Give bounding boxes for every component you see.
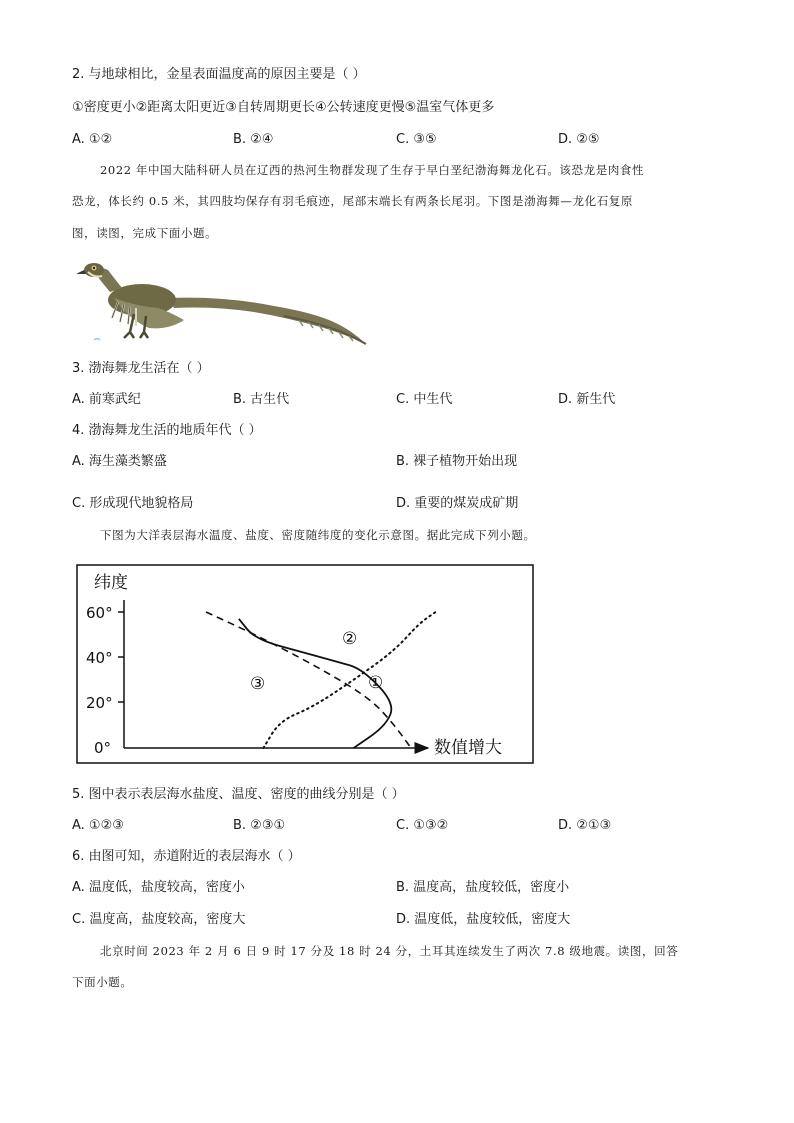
q2-option-a: A. ①②: [72, 132, 113, 147]
q4-option-c: C. 形成现代地貌格局: [72, 496, 194, 511]
y-axis-label: 纬度: [94, 573, 128, 593]
latitude-chart: [76, 564, 534, 764]
q5-option-b: B. ②③①: [233, 818, 286, 833]
passage1-line1: 2022 年中国大陆科研人员在辽西的热河生物群发现了生存于早白垩纪渤海舞龙化石。该恐龙是肉食性: [100, 163, 645, 177]
q3-option-b: B. 古生代: [233, 392, 290, 407]
q3-option-d: D. 新生代: [558, 392, 616, 407]
q2-option-d: D. ②⑤: [558, 132, 600, 147]
q4-option-a: A. 海生藻类繁盛: [72, 454, 167, 469]
curve-label-2: ②: [342, 629, 358, 649]
chart-frame: [77, 565, 533, 763]
q2-option-b: B. ②④: [233, 132, 274, 147]
q2-option-c: C. ③⑤: [396, 132, 437, 147]
q5-option-c: C. ①③②: [396, 818, 449, 833]
q2-stem: 2. 与地球相比，金星表面温度高的原因主要是（ ）: [72, 67, 366, 82]
q4-option-d: D. 重要的煤炭成矿期: [396, 496, 519, 511]
passage3-line2: 下面小题。: [72, 975, 133, 989]
passage1-line2: 恐龙，体长约 0.5 米，其四肢均保存有羽毛痕迹，尾部末端长有两条长尾羽。下图是渤海舞—龙化石复原: [72, 194, 633, 208]
q5-option-d: D. ②①③: [558, 818, 612, 833]
q5-stem: 5. 图中表示表层海水盐度、温度、密度的曲线分别是（ ）: [72, 787, 405, 802]
q6-option-a: A. 温度低，盐度较高，密度小: [72, 880, 245, 895]
latitude-chart-svg: [76, 564, 534, 764]
tick-label-20: 20°: [86, 694, 113, 712]
passage1-line3: 图，读图，完成下面小题。: [72, 226, 218, 240]
q4-option-b: B. 裸子植物开始出现: [396, 454, 518, 469]
tick-label-60: 60°: [86, 604, 113, 622]
q3-stem: 3. 渤海舞龙生活在（ ）: [72, 361, 210, 376]
q5-option-a: A. ①②③: [72, 818, 124, 833]
q4-stem: 4. 渤海舞龙生活的地质年代（ ）: [72, 423, 262, 438]
q6-option-c: C. 温度高，盐度较高，密度大: [72, 912, 246, 927]
dinosaur-illustration: [74, 258, 370, 350]
x-axis-label: 数值增大: [434, 738, 502, 758]
curve-label-3: ③: [250, 674, 266, 694]
q6-stem: 6. 由图可知，赤道附近的表层海水（ ）: [72, 849, 301, 864]
passage2-text: 下图为大洋表层海水温度、盐度、密度随纬度的变化示意图。据此完成下列小题。: [100, 528, 536, 542]
curve-label-1: ①: [368, 673, 384, 693]
q6-option-b: B. 温度高，盐度较低，密度小: [396, 880, 570, 895]
tick-label-0: 0°: [94, 739, 112, 757]
tick-label-40: 40°: [86, 649, 113, 667]
passage3-line1: 北京时间 2023 年 2 月 6 日 9 时 17 分及 18 时 24 分，土耳其连续发生了两次 7.8 级地震。读图，回答: [100, 944, 679, 958]
q6-option-d: D. 温度低，盐度较低，密度大: [396, 912, 571, 927]
q2-factors: ①密度更小②距离太阳更近③自转周期更长④公转速度更慢⑤温室气体更多: [72, 100, 495, 115]
q3-option-c: C. 中生代: [396, 392, 453, 407]
q3-option-a: A. 前寒武纪: [72, 392, 141, 407]
